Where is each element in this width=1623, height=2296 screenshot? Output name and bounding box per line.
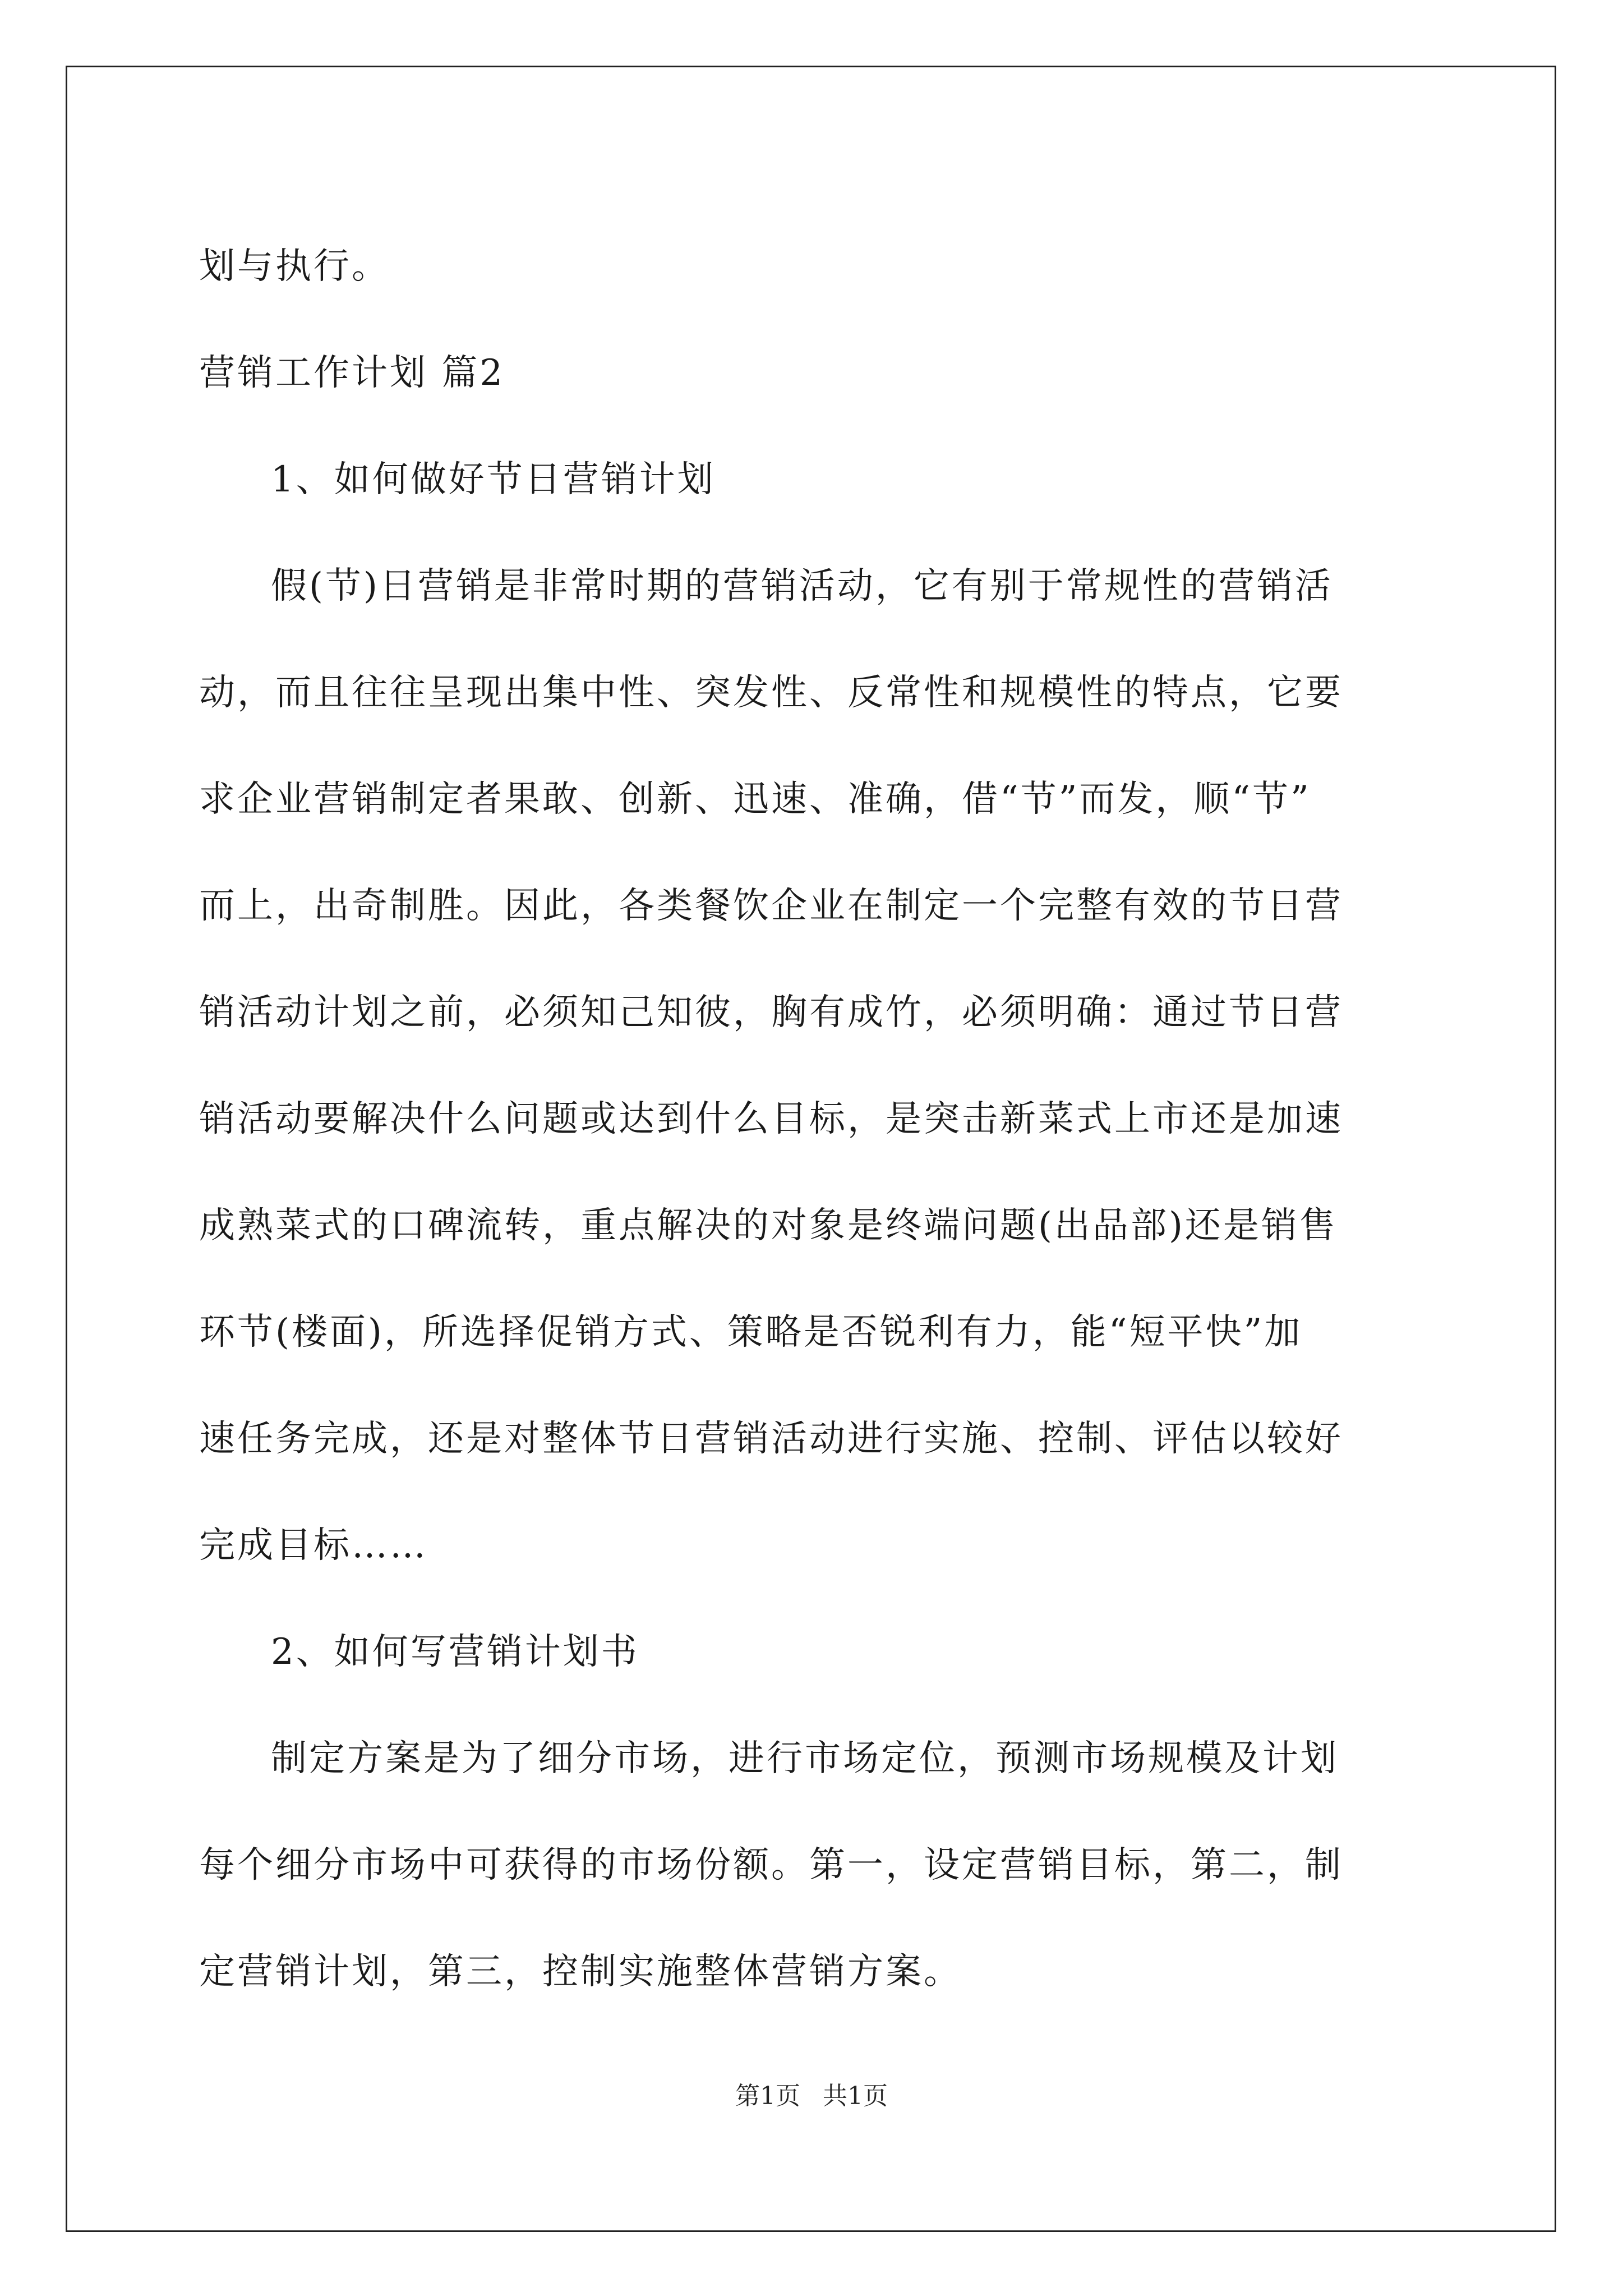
text-line: 划与执行。 <box>199 246 390 287</box>
page-total: 共1页 <box>823 2082 888 2110</box>
text-line: 成熟菜式的口碑流转，重点解决的对象是终端问题(出品部)还是销售 <box>199 1205 1338 1246</box>
text-line: 速任务完成，还是对整体节日营销活动进行实施、控制、评估以较好 <box>199 1418 1343 1460</box>
page-number: 第1页 <box>735 2082 800 2110</box>
text-line: 制定方案是为了细分市场，进行市场定位，预测市场规模及计划 <box>271 1738 1339 1779</box>
text-line: 环节(楼面)，所选择促销方式、策略是否锐利有力，能“短平快”加 <box>199 1312 1303 1353</box>
text-line: 每个细分市场中可获得的市场份额。第一，设定营销目标，第二，制 <box>199 1844 1343 1886</box>
subheading: 1、如何做好节日营销计划 <box>271 459 716 500</box>
text-line: 动，而且往往呈现出集中性、突发性、反常性和规模性的特点，它要 <box>199 672 1343 714</box>
document-body <box>199 213 1433 2025</box>
text-line: 销活动要解决什么问题或达到什么目标，是突击新菜式上市还是加速 <box>199 1098 1343 1140</box>
text-line: 而上，出奇制胜。因此，各类餐饮企业在制定一个完整有效的节日营 <box>199 885 1343 927</box>
text-line: 完成目标…… <box>199 1525 428 1566</box>
text-line: 求企业营销制定者果敢、创新、迅速、准确，借“节”而发，顺“节” <box>199 779 1311 820</box>
text-line: 定营销计划，第三，控制实施整体营销方案。 <box>199 1951 962 1993</box>
text-line: 销活动计划之前，必须知己知彼，胸有成竹，必须明确：通过节日营 <box>199 992 1343 1033</box>
text-line: 假(节)日营销是非常时期的营销活动，它有别于常规性的营销活 <box>271 565 1333 607</box>
subheading: 2、如何写营销计划书 <box>271 1631 639 1673</box>
page-footer <box>0 2076 1623 2111</box>
section-heading: 营销工作计划 篇2 <box>199 352 505 394</box>
